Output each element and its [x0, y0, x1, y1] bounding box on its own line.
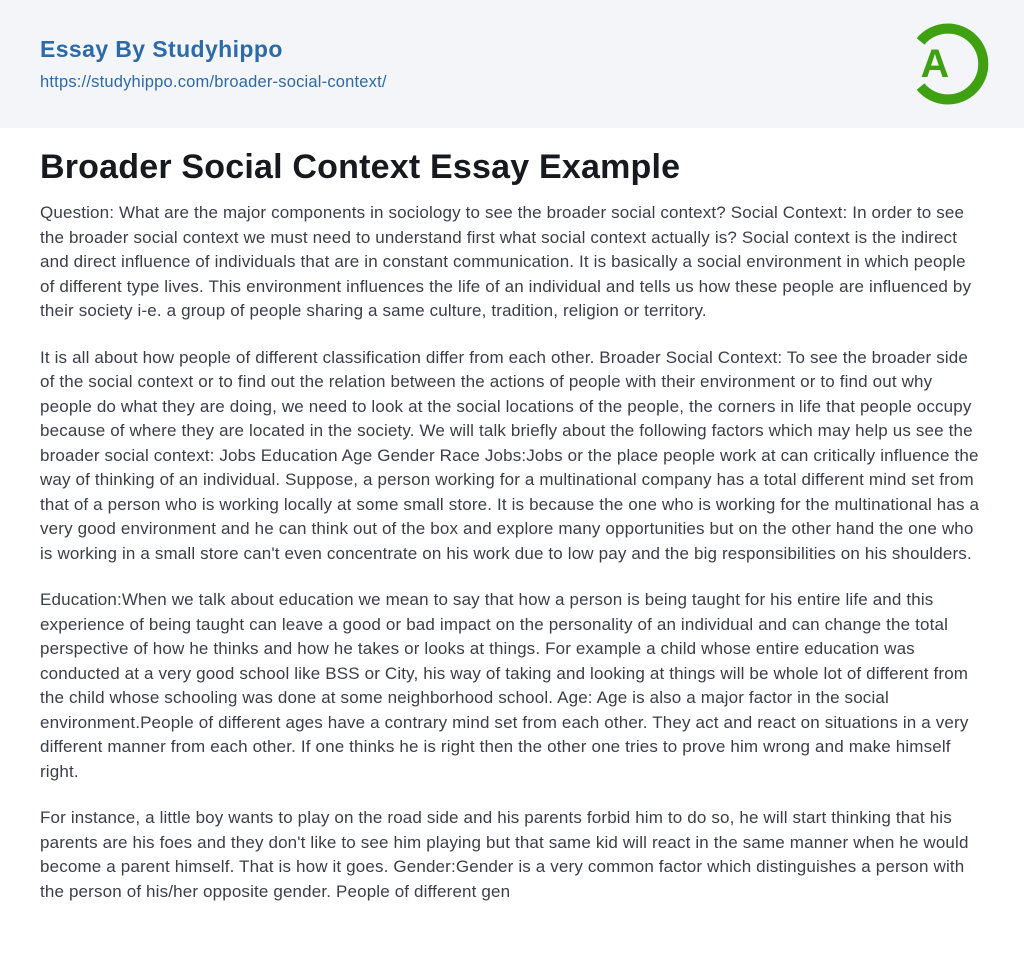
header-text-block [40, 36, 387, 92]
essay-paragraph: Education:When we talk about education we mean to say that how a person is being taught for his entire life and this experience of being taught can leave a good or bad impact on the personality of an individual and can change the total perspective of how he thinks and how he takes or looks at things. For example a child whose entire education was conducted at a very good school like BSS or City, his way of taking and looking at things will be whole lot of different from the child whose schooling was done at some neighborhood school. Age: Age is also a major factor in the social environment.People of different ages have a contrary mind set from each other. They act and react on situations in a very different manner from each other. If one thinks he is right then the other one tries to prove him wrong and make himself right. [40, 590, 969, 781]
essay-paragraph: It is all about how people of different classification differ from each other. Broader Social Context: To see the broader side of the social context or to find out the relation between the actions of people with their environment or to find out why people do what they are doing, we need to look at the social locations of the people, the corners in life that people occupy because of where they are located in the society. We will talk briefly about the following factors which may help us see the broader social context: Jobs Education Age Gender Race Jobs:Jobs or the place people work at can critically influence the way of thinking of an individual. Suppose, a person working for a multinational company has a total different mind set from that of a person who is working locally at some small store. It is because the one who is working for the multinational has a very good environment and he can think out of the box and explore many opportunities but on the other hand the one who is working in a small store can't even concentrate on his work due to low pay and the big responsibilities on his shoulders. [40, 347, 980, 563]
essay-article [0, 128, 1024, 944]
essay-paragraph: For instance, a little boy wants to play on the road side and his parents forbid him to do so, he will start thinking that his parents are his foes and they don't like to see him playing but that same kid will react in the same manner when he would become a parent himself. That is how it goes. Gender:Gender is a very common factor which distinguishes a person with the person of his/her opposite gender. People of different gen [40, 808, 969, 901]
site-title: Essay By Studyhippo [40, 36, 283, 62]
essay-paragraph: Question: What are the major components in sociology to see the broader social context? Social Context: In order to see the broader social context we must need to understand first what social context actually is? Social context is the indirect and direct influence of individuals that are in constant communication. It is basically a social environment in which people of different type lives. This environment influences the life of an individual and tells us how these people are influenced by their society i-e. a group of people sharing a same culture, tradition, religion or territory. [40, 203, 972, 321]
page-title: Broader Social Context Essay Example [40, 148, 681, 186]
source-url-link[interactable]: https://studyhippo.com/broader-social-context/ [40, 73, 387, 91]
page-header [0, 0, 1024, 128]
logo-letter: A [920, 41, 950, 86]
studyhippo-logo-icon [900, 18, 992, 110]
